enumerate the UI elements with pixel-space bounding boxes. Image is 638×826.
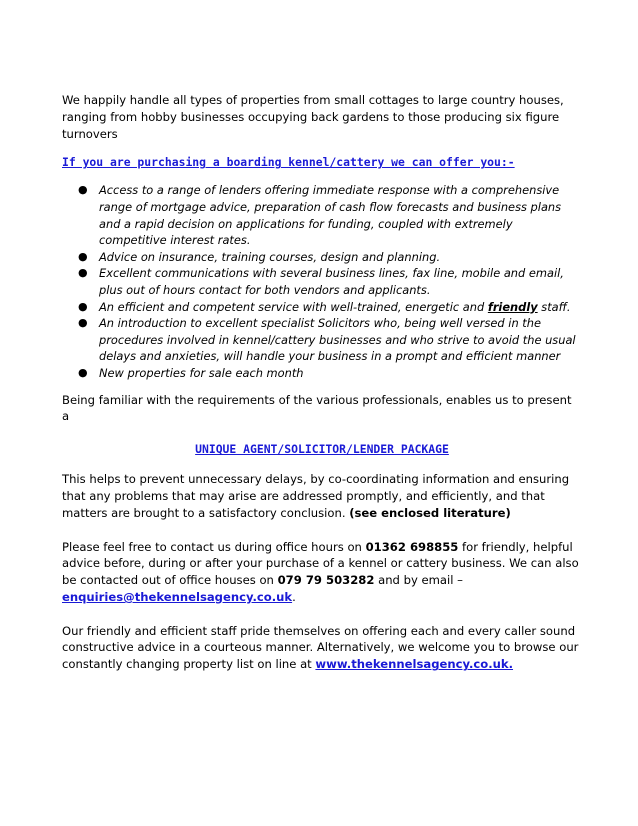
bullet-icon: ● bbox=[78, 183, 88, 197]
offer-text: Excellent communications with several business lines, fax line, mobile and email, plus out of hours contact for both vendors and applicants. bbox=[99, 266, 564, 297]
offer-text-before: An efficient and competent service with well-trained, energetic and bbox=[99, 299, 488, 314]
offer-text: New properties for sale each month bbox=[99, 365, 304, 380]
offer-heading-link[interactable]: If you are purchasing a boarding kennel/cattery we can offer you:- bbox=[62, 155, 515, 170]
offers-list bbox=[62, 182, 582, 381]
contact-text-1: Please feel free to contact us during office hours on bbox=[62, 539, 366, 554]
package-heading-link[interactable]: UNIQUE AGENT/SOLICITOR/LENDER PACKAGE bbox=[195, 442, 449, 457]
literature-note: (see enclosed literature) bbox=[349, 505, 511, 520]
bullet-icon: ● bbox=[78, 316, 88, 330]
contact-text-3: and by email – bbox=[374, 573, 463, 588]
list-item bbox=[62, 315, 582, 365]
website-link[interactable]: www.thekennelsagency.co.uk. bbox=[315, 657, 514, 672]
list-item bbox=[62, 365, 582, 382]
office-phone: 01362 698855 bbox=[365, 539, 459, 554]
closing-paragraph bbox=[62, 623, 582, 673]
contact-text-2: for friendly, helpful advice before, during or after your purchase of a kennel or cattery business. We can also be contacted out of office houses on bbox=[62, 539, 579, 588]
list-item bbox=[62, 299, 582, 316]
list-item bbox=[62, 265, 582, 298]
bullet-icon: ● bbox=[78, 365, 88, 379]
contact-paragraph bbox=[62, 539, 582, 606]
mobile-phone: 079 79 503282 bbox=[277, 573, 375, 588]
contact-text-4: . bbox=[292, 589, 296, 604]
intro-paragraph: We happily handle all types of properties from small cottages to large country houses, ranging from hobby businesses occupying back gardens to those producing six figure turnovers bbox=[62, 93, 564, 141]
document-page bbox=[62, 92, 582, 673]
offer-text-after: staff. bbox=[537, 299, 571, 314]
bullet-icon: ● bbox=[78, 299, 88, 313]
familiar-paragraph: Being familiar with the requirements of the various professionals, enables us to present a bbox=[62, 392, 572, 424]
helps-text: This helps to prevent unnecessary delays, by co-coordinating information and ensuring that any problems that may arise are addressed promptly, and efficiently, and that matters are brought to a satisfactory conclusion. bbox=[62, 472, 570, 520]
helps-paragraph bbox=[62, 471, 582, 521]
closing-text: Our friendly and efficient staff pride themselves on offering each and every caller sound constructive advice in a courteous manner. Alternatively, we welcome you to browse our constantly changing property list on line at bbox=[62, 623, 579, 672]
list-item bbox=[62, 182, 582, 248]
bullet-icon: ● bbox=[78, 249, 88, 263]
offer-text: An introduction to excellent specialist Solicitors who, being well versed in the procedures involved in kennel/cattery businesses and who strive to avoid the usual delays and anxieties, will handle your business in a prompt and efficient manner bbox=[99, 316, 576, 364]
list-item bbox=[62, 249, 582, 266]
email-link[interactable]: enquiries@thekennelsagency.co.uk bbox=[62, 589, 293, 604]
offer-text: Access to a range of lenders offering immediate response with a comprehensive range of mortgage advice, preparation of cash flow forecasts and business plans and a rapid decision on applications for funding, coupled with extremely competitive interest rates. bbox=[99, 183, 562, 248]
offer-text: Advice on insurance, training courses, design and planning. bbox=[99, 249, 441, 264]
friendly-emphasis: friendly bbox=[487, 299, 538, 314]
bullet-icon: ● bbox=[78, 266, 88, 280]
